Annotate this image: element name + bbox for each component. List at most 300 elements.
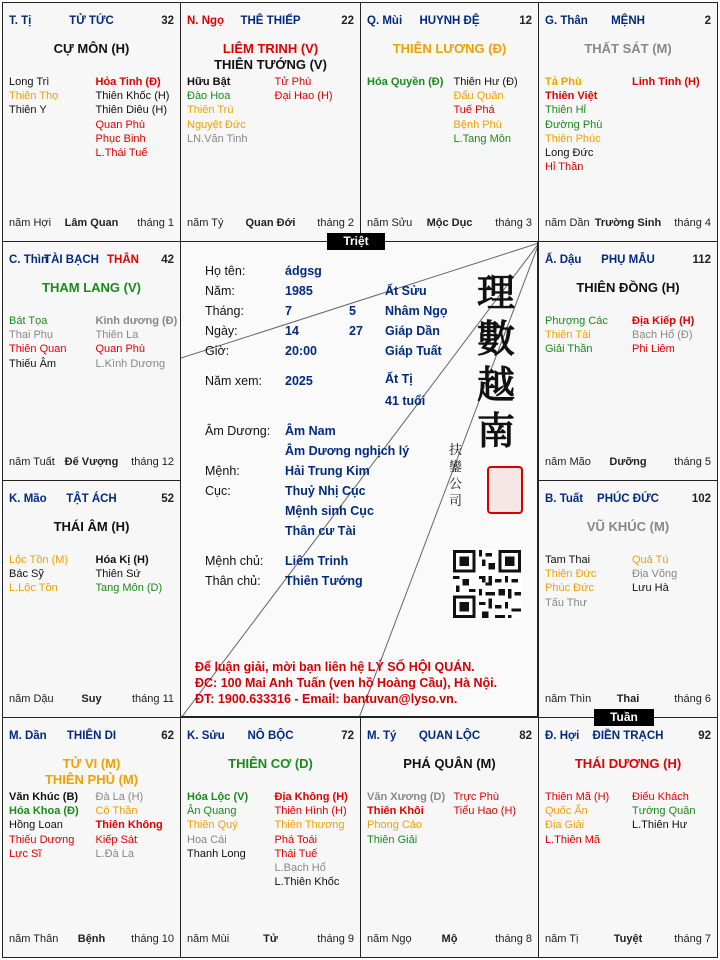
minor-column-left <box>9 790 92 861</box>
minor-star: Nguyệt Đức <box>187 118 246 131</box>
major-stars <box>361 41 538 57</box>
minor-star: Thiếu Dương <box>9 833 75 846</box>
value-cuc-2: Mệnh sinh Cục <box>285 504 374 518</box>
cell-ti[interactable] <box>2 2 181 242</box>
minor-star: Thiên Quý <box>187 819 238 832</box>
minor-star: Phúc Đức <box>545 582 594 595</box>
value-nam-xem-can: Ất Tị <box>385 372 413 386</box>
minor-star: Thiên Khôi <box>367 805 424 818</box>
cell-header <box>367 15 532 31</box>
minor-star: Hóa Lộc (V) <box>187 791 249 803</box>
minor-star: Thiên Trù <box>187 104 234 117</box>
palace-name-text: MỆNH <box>611 15 645 27</box>
logo-side-text: 扶鑾公司 <box>449 443 463 509</box>
minor-star: L.Tang Môn <box>453 132 511 145</box>
major-stars <box>181 41 360 73</box>
minor-star: Bác Sỹ <box>9 568 44 581</box>
minor-star: Long Đức <box>545 147 594 160</box>
truong-sinh-stage: Lâm Quan <box>64 217 119 229</box>
minor-star: Cô Thần <box>95 805 138 818</box>
minor-column-right <box>271 790 355 889</box>
minor-column-left <box>367 790 450 847</box>
palace-branch: N. Ngọ <box>187 15 225 27</box>
minor-star: L.Thiên Mã <box>545 833 601 846</box>
minor-column-left <box>187 790 271 861</box>
minor-star: Thanh Long <box>187 847 246 860</box>
triet-badge: Triệt <box>327 233 385 250</box>
palace-name-text: HUYNH ĐỆ <box>419 15 480 27</box>
dai-han-number: 72 <box>341 730 354 742</box>
minor-star: Phục Binh <box>95 132 146 145</box>
major-star: THIÊN CƠ (D) <box>228 756 313 771</box>
cell-header <box>187 15 354 31</box>
palace-name <box>187 15 354 27</box>
truong-sinh-stage: Bệnh <box>77 933 106 945</box>
minor-star: Hồng Loan <box>9 819 63 832</box>
minor-star: Thiên Không <box>95 819 163 832</box>
minor-star: Lộc Tồn (M) <box>9 554 69 566</box>
cell-header <box>9 254 174 270</box>
truong-sinh-stage: Dưỡng <box>609 456 647 468</box>
minor-column-right <box>92 314 178 371</box>
dai-han-number: 32 <box>161 15 174 27</box>
major-stars <box>539 756 717 772</box>
minor-star: Đại Hao (H) <box>274 90 333 103</box>
palace-name <box>545 730 711 742</box>
cell-footer <box>187 933 354 947</box>
minor-column-right <box>92 790 175 861</box>
palace-branch: Q. Mùi <box>367 15 403 27</box>
palace-name <box>367 15 532 27</box>
major-star: CỰ MÔN (H) <box>53 41 130 56</box>
minor-column-left <box>9 553 92 596</box>
cell-header <box>9 15 174 31</box>
dai-han-number: 112 <box>692 254 711 266</box>
cell-suu[interactable] <box>180 717 361 958</box>
palace-name-text: QUAN LỘC <box>418 730 481 742</box>
minor-star: Thái Tuế <box>274 847 318 860</box>
cell-header <box>9 730 174 746</box>
tieu-han-year: năm Dậu <box>9 693 54 705</box>
cell-footer <box>367 933 532 947</box>
tuan-badge: Tuần <box>594 709 654 726</box>
red-seal-icon <box>487 466 523 514</box>
minor-column-left <box>9 75 92 118</box>
minor-star: Thiên Diêu (H) <box>95 104 168 117</box>
minor-star: Thiên Quan <box>9 343 67 356</box>
major-star: THÁI DƯƠNG (H) <box>574 756 682 771</box>
tieu-han-year: năm Thân <box>9 933 59 945</box>
cell-than[interactable] <box>538 2 718 242</box>
minor-column-right <box>92 75 175 160</box>
minor-star: L.Thiên Hư <box>632 819 688 832</box>
tieu-han-year: năm Dần <box>545 217 590 229</box>
minor-star: Tướng Quân <box>632 805 696 818</box>
value-ngay-can: Giáp Dần <box>385 324 440 338</box>
value-ngay-am: 27 <box>349 324 363 338</box>
logo-char-4: 南 <box>476 408 515 453</box>
major-star: TỬ VI (M) <box>62 756 121 771</box>
minor-star: Thiên Mã (H) <box>545 791 610 803</box>
cell-header <box>545 15 711 31</box>
minor-star: Hóa Khoa (Đ) <box>9 805 79 818</box>
label-nam: Năm: <box>205 284 235 298</box>
minor-star: Thiên Hình (H) <box>274 805 347 818</box>
truong-sinh-stage: Đế Vượng <box>64 456 119 468</box>
palace-branch: B. Tuất <box>545 493 584 505</box>
nguyet-han-month: tháng 1 <box>137 217 174 229</box>
minor-star: Hỉ Thần <box>545 161 584 174</box>
minor-star: Địa Không (H) <box>274 791 348 803</box>
tieu-han-year: năm Thìn <box>545 693 592 705</box>
major-stars <box>3 756 180 788</box>
cell-tuat[interactable] <box>538 480 718 718</box>
value-ngay: 14 <box>285 324 299 338</box>
label-ngay: Ngày: <box>205 324 238 338</box>
truong-sinh-stage: Suy <box>81 693 102 705</box>
palace-branch: Đ. Hợi <box>545 730 580 742</box>
minor-star: Thiên Phúc <box>545 132 601 145</box>
palace-name <box>187 730 354 742</box>
minor-star: Đẩu Quân <box>453 90 504 103</box>
minor-star: Văn Khúc (B) <box>9 791 79 803</box>
nguyet-han-month: tháng 8 <box>495 933 532 945</box>
minor-star: Thiên Hư (Đ) <box>453 76 518 88</box>
palace-name-text: PHỤ MẪU <box>601 254 655 266</box>
minor-star: Quốc Ấn <box>545 805 588 818</box>
minor-column-left <box>545 314 628 357</box>
value-cuc: Thuỷ Nhị Cục <box>285 484 366 498</box>
cell-ngo[interactable] <box>180 2 361 242</box>
cell-footer <box>545 456 711 470</box>
minor-column-right <box>271 75 355 103</box>
value-gio-can: Giáp Tuất <box>385 344 442 358</box>
minor-column-left <box>545 790 628 847</box>
nguyet-han-month: tháng 5 <box>674 456 711 468</box>
minor-star: Phi Liêm <box>632 343 675 356</box>
minor-star: Giải Thần <box>545 343 593 356</box>
palace-name-text: NÔ BỘC <box>247 730 294 742</box>
label-gio: Giờ: <box>205 344 230 358</box>
minor-star: Kiếp Sát <box>95 833 138 846</box>
minor-star: Hóa Kị (H) <box>95 554 149 566</box>
minor-star: Bạch Hổ (Đ) <box>632 329 693 342</box>
cell-header <box>9 493 174 509</box>
minor-star: Thiên Thương <box>274 819 345 832</box>
dai-han-number: 102 <box>691 493 711 505</box>
minor-star: Long Trì <box>9 76 50 88</box>
palace-name-text: TẬT ÁCH <box>66 493 117 505</box>
minor-star: Phong Cáo <box>367 819 423 832</box>
minor-column-right <box>92 553 175 596</box>
minor-column-right <box>628 790 711 833</box>
minor-star: Quan Phù <box>95 118 146 131</box>
palace-name <box>9 254 174 266</box>
dai-han-number: 22 <box>341 15 354 27</box>
truong-sinh-stage: Thai <box>616 693 640 705</box>
palace-name <box>545 493 711 505</box>
palace-name <box>9 15 174 27</box>
minor-star: Tiểu Hao (H) <box>453 805 517 818</box>
truong-sinh-stage: Trường Sinh <box>594 217 662 229</box>
tieu-han-year: năm Tị <box>545 933 579 945</box>
contact-line-1: Để luận giải, mời bạn liên hệ LÝ SỐ HỘI QUÁN. <box>195 660 475 674</box>
minor-star: Địa Giải <box>545 819 585 832</box>
truong-sinh-stage: Quan Đới <box>245 217 296 229</box>
minor-star: Tang Môn (D) <box>95 582 163 595</box>
tieu-han-year: năm Hợi <box>9 217 52 229</box>
dai-han-number: 82 <box>519 730 532 742</box>
value-ho-ten: ádgsg <box>285 264 322 278</box>
minor-star: Quả Tú <box>632 554 669 566</box>
minor-column-left <box>187 75 271 146</box>
cell-footer <box>545 693 711 707</box>
cell-dan[interactable] <box>2 717 181 958</box>
minor-star: Thiên La <box>95 329 139 342</box>
cell-ty[interactable] <box>360 717 539 958</box>
cell-thin[interactable] <box>2 241 181 481</box>
minor-star: Văn Xương (D) <box>367 791 446 803</box>
minor-star: Tuế Phá <box>453 104 495 117</box>
center-info-panel <box>180 241 538 717</box>
minor-star: Tam Thai <box>545 554 591 566</box>
cell-mao[interactable] <box>2 480 181 718</box>
minor-column-left <box>367 75 450 89</box>
palace-branch: M. Dần <box>9 730 47 742</box>
palace-branch: G. Thân <box>545 15 588 27</box>
minor-star: Hỏa Tinh (Đ) <box>95 76 161 88</box>
minor-star: Đường Phù <box>545 118 603 131</box>
minor-column-left <box>9 314 92 371</box>
dai-han-number: 42 <box>161 254 174 266</box>
lyso-logo <box>471 270 521 454</box>
nguyet-han-month: tháng 2 <box>317 217 354 229</box>
minor-star: Lực Sĩ <box>9 847 42 860</box>
minor-column-right <box>628 314 711 357</box>
minor-star: Địa Kiếp (H) <box>632 315 695 327</box>
minor-column-left <box>545 75 628 174</box>
value-menh: Hải Trung Kim <box>285 464 370 478</box>
major-star: VŨ KHÚC (M) <box>586 519 670 534</box>
label-cuc: Cục: <box>205 484 231 498</box>
nguyet-han-month: tháng 9 <box>317 933 354 945</box>
minor-star: Thiên Việt <box>545 90 598 103</box>
minor-star: Lưu Hà <box>632 582 669 595</box>
palace-name <box>9 730 174 742</box>
label-menh-chu: Mệnh chủ: <box>205 554 264 568</box>
minor-star: Thiên Hỉ <box>545 104 586 117</box>
nguyet-han-month: tháng 4 <box>674 217 711 229</box>
tieu-han-year: năm Tuất <box>9 456 55 468</box>
minor-column-left <box>545 553 628 610</box>
major-stars <box>181 756 360 772</box>
minor-star: L.Thiên Khốc <box>274 876 340 889</box>
minor-star: Tấu Thư <box>545 596 588 609</box>
label-menh: Mệnh: <box>205 464 240 478</box>
palace-name <box>545 15 711 27</box>
minor-star: Đào Hoa <box>187 90 231 103</box>
qr-code-icon[interactable] <box>453 550 521 618</box>
major-star: THIÊN TƯỚNG (V) <box>214 57 327 72</box>
value-thang-am: 5 <box>349 304 356 318</box>
minor-star: Quan Phù <box>95 343 146 356</box>
cell-dau[interactable] <box>538 241 718 481</box>
value-nam: 1985 <box>285 284 313 298</box>
major-star: PHÁ QUÂN (M) <box>403 756 496 771</box>
minor-star: LN.Văn Tinh <box>187 132 248 145</box>
cell-footer <box>545 933 711 947</box>
truong-sinh-stage: Mộ <box>441 933 458 945</box>
minor-star: Thiên Đức <box>545 568 597 581</box>
dai-han-number: 52 <box>161 493 174 505</box>
minor-star: Thiên Thọ <box>9 90 59 103</box>
label-ho-ten: Họ tên: <box>205 264 246 278</box>
cell-header <box>545 493 711 509</box>
minor-star: Ân Quang <box>187 805 237 818</box>
cell-header <box>367 730 532 746</box>
minor-column-right <box>628 75 711 89</box>
palace-name-text: TÀI BẠCH <box>44 254 99 266</box>
label-thang: Tháng: <box>205 304 244 318</box>
value-gio: 20:00 <box>285 344 317 358</box>
minor-star: Hóa Quyền (Đ) <box>367 76 444 88</box>
major-star: LIÊM TRINH (V) <box>222 41 319 56</box>
than-marker: THÂN <box>107 254 139 266</box>
major-star: THÁI ÂM (H) <box>53 519 130 534</box>
truong-sinh-stage: Tử <box>263 933 278 945</box>
nguyet-han-month: tháng 12 <box>131 456 174 468</box>
contact-phone-email[interactable]: ĐT: 1900.633316 - Email: bantuvan@lyso.vn. <box>195 692 458 706</box>
dai-han-number: 92 <box>698 730 711 742</box>
truong-sinh-stage: Tuyệt <box>613 933 643 945</box>
truong-sinh-stage: Mộc Dục <box>426 217 473 229</box>
logo-char-2: 數 <box>476 316 515 361</box>
minor-star: Đà La (H) <box>95 791 144 803</box>
palace-branch: K. Sửu <box>187 730 225 742</box>
major-stars <box>539 280 717 296</box>
minor-star: Thiếu Âm <box>9 357 57 370</box>
value-thang-can: Nhâm Ngọ <box>385 304 448 318</box>
tieu-han-year: năm Ngọ <box>367 933 412 945</box>
palace-branch: M. Tý <box>367 730 397 742</box>
minor-star: Phượng Các <box>545 315 608 327</box>
dai-han-number: 62 <box>161 730 174 742</box>
value-menh-chu: Liêm Trinh <box>285 554 349 568</box>
major-star: THẤT SÁT (M) <box>584 41 672 56</box>
label-am-duong: Âm Dương: <box>205 424 271 438</box>
minor-star: Phá Toái <box>274 833 318 846</box>
cell-mui[interactable] <box>360 2 539 242</box>
dai-han-number: 2 <box>704 15 711 27</box>
cell-footer <box>545 217 711 231</box>
minor-star: Bệnh Phù <box>453 118 502 131</box>
cell-hoi[interactable] <box>538 717 718 958</box>
value-nam-xem: 2025 <box>285 374 313 388</box>
major-stars <box>539 519 717 535</box>
label-nam-xem: Năm xem: <box>205 374 262 388</box>
minor-column-right <box>628 553 711 596</box>
palace-branch: T. Tị <box>9 15 32 27</box>
palace-name-text: PHÚC ĐỨC <box>597 493 659 505</box>
value-than-chu: Thiên Tướng <box>285 574 363 588</box>
minor-star: Thiên Tài <box>545 329 591 342</box>
cell-footer <box>9 933 174 947</box>
minor-star: L.Thái Tuế <box>95 147 148 160</box>
cell-footer <box>9 456 174 470</box>
cell-header <box>545 254 711 270</box>
cell-header <box>187 730 354 746</box>
palace-name <box>367 730 532 742</box>
palace-branch: C. Thìn <box>9 254 48 266</box>
palace-branch: K. Mão <box>9 493 47 505</box>
cell-footer <box>9 693 174 707</box>
cell-footer <box>9 217 174 231</box>
major-star: THIÊN LƯƠNG (Đ) <box>392 41 507 56</box>
minor-star: Thiên Giải <box>367 833 418 846</box>
minor-star: Trực Phù <box>453 791 499 803</box>
palace-name <box>545 254 711 266</box>
value-nam-can: Ất Sửu <box>385 284 427 298</box>
tieu-han-year: năm Mùi <box>187 933 230 945</box>
major-star: THAM LANG (V) <box>42 280 141 295</box>
label-than-chu: Thân chủ: <box>205 574 261 588</box>
major-stars <box>3 41 180 57</box>
logo-char-1: 理 <box>476 270 515 315</box>
minor-star: Linh Tinh (H) <box>632 76 700 88</box>
nguyet-han-month: tháng 11 <box>131 693 174 705</box>
minor-star: Thiên Khốc (H) <box>95 90 170 103</box>
minor-star: Điếu Khách <box>632 791 689 803</box>
minor-star: Hoa Cái <box>187 833 227 846</box>
palace-name-text: TỬ TỨC <box>69 15 114 27</box>
major-stars <box>3 519 180 535</box>
minor-star: L.Kình Dương <box>95 357 166 370</box>
value-tuoi: 41 tuổi <box>385 394 426 408</box>
nguyet-han-month: tháng 10 <box>131 933 174 945</box>
minor-star: Thai Phụ <box>9 329 54 342</box>
palace-branch: Ấ. Dậu <box>545 254 582 266</box>
minor-star: Tử Phù <box>274 76 312 88</box>
minor-star: Bát Tọa <box>9 315 48 327</box>
major-stars <box>539 41 717 57</box>
palace-name-text: ĐIỀN TRẠCH <box>592 730 664 742</box>
nguyet-han-month: tháng 3 <box>495 217 532 229</box>
minor-column-right <box>450 75 533 146</box>
contact-address: ĐC: 100 Mai Anh Tuấn (ven hồ Hoàng Cầu), Hà Nội. <box>195 676 498 690</box>
minor-column-right <box>450 790 533 818</box>
dai-han-number: 12 <box>519 15 532 27</box>
major-stars <box>3 280 180 296</box>
major-star: THIÊN PHỦ (M) <box>44 772 139 787</box>
major-stars <box>361 756 538 772</box>
value-cuc-3: Thân cư Tài <box>285 524 356 538</box>
cell-footer <box>187 217 354 231</box>
minor-star: Tả Phù <box>545 76 582 88</box>
palace-name-text: THIÊN DI <box>66 730 117 742</box>
minor-star: L.Bạch Hổ <box>274 862 326 875</box>
value-thang: 7 <box>285 304 292 318</box>
palace-name-text: THÊ THIẾP <box>240 15 301 27</box>
cell-footer <box>367 217 532 231</box>
tieu-han-year: năm Sửu <box>367 217 413 229</box>
minor-star: Địa Võng <box>632 568 678 581</box>
value-am-duong-2: Âm Dương nghịch lý <box>285 444 410 458</box>
minor-star: Thiên Y <box>9 104 47 117</box>
logo-char-3: 越 <box>476 362 515 407</box>
nguyet-han-month: tháng 7 <box>674 933 711 945</box>
minor-star: Kình dương (Đ) <box>95 315 178 327</box>
value-am-duong: Âm Nam <box>285 424 336 438</box>
